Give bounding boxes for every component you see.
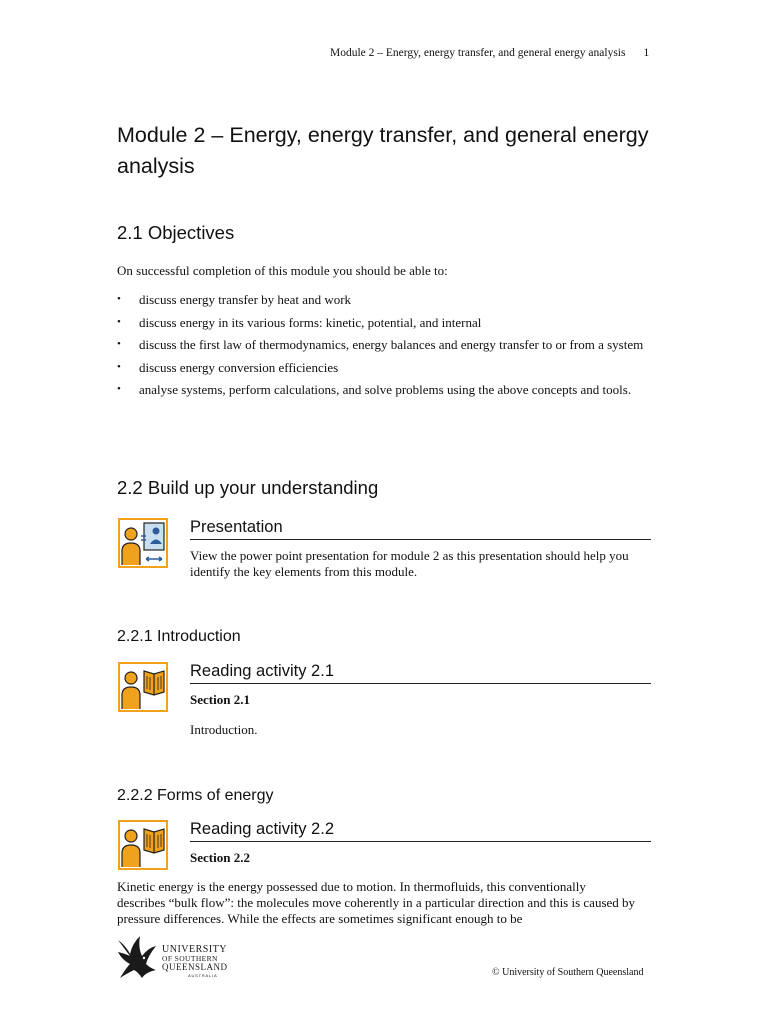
reading-icon xyxy=(118,820,168,870)
logo-line3: QUEENSLAND xyxy=(162,962,228,972)
section-label: Section 2.2 xyxy=(190,850,250,865)
reading-icon xyxy=(118,662,168,712)
logo-line1: UNIVERSITY xyxy=(162,944,227,955)
list-item: • discuss energy conversion efficiencies xyxy=(117,359,339,375)
list-item: • discuss the first law of thermodynamics, energy balances and energy transfer to or from a system xyxy=(117,337,644,352)
running-header xyxy=(330,47,649,59)
page-title: Module 2 – Energy, energy transfer, and general energy analysis xyxy=(117,123,649,178)
university-logo xyxy=(116,934,231,987)
objectives-intro: On successful completion of this module you should be able to: xyxy=(117,263,448,278)
reading-activity-title: Reading activity 2.2 xyxy=(190,820,651,842)
bullet-icon: • xyxy=(117,338,121,350)
build-up-heading: 2.2 Build up your understanding xyxy=(117,477,379,498)
list-item: • analyse systems, perform calculations, and solve problems using the above concepts and tools. xyxy=(117,382,632,397)
copyright-footer: © University of Southern Queensland xyxy=(492,967,644,978)
bullet-icon: • xyxy=(117,293,121,305)
activity-text: Introduction. xyxy=(190,722,258,737)
presentation-title: Presentation xyxy=(190,518,651,540)
section-label: Section 2.1 xyxy=(190,692,250,707)
page-number: 1 xyxy=(643,47,650,59)
bullet-icon: • xyxy=(117,315,121,328)
bullet-icon: • xyxy=(117,360,121,373)
presentation-icon xyxy=(118,518,168,568)
objectives-heading: 2.1 Objectives xyxy=(117,222,235,243)
objectives-list xyxy=(117,292,657,405)
bullet-icon: • xyxy=(117,383,121,395)
logo-line2: OF SOUTHERN xyxy=(162,954,218,963)
forms-of-energy-heading: 2.2.2 Forms of energy xyxy=(117,787,274,804)
reading-activity-title: Reading activity 2.1 xyxy=(190,662,651,684)
list-item: • discuss energy in its various forms: kinetic, potential, and internal xyxy=(117,314,482,330)
presentation-text: View the power point presentation for module 2 as this presentation should help you identify the key elements from this module. xyxy=(190,548,629,579)
kinetic-energy-paragraph: Kinetic energy is the energy possessed due to motion. In thermofluids, this conventionally describes “bulk flow”: the molecules move coherently in a particular direction and this is caused by pressure differences. While the effects are sometimes significant enough to be xyxy=(117,879,636,926)
list-item: • discuss energy transfer by heat and work xyxy=(117,292,352,307)
phoenix-icon xyxy=(118,936,156,978)
logo-line4: AUSTRALIA xyxy=(188,973,218,978)
introduction-heading: 2.2.1 Introduction xyxy=(117,628,241,645)
running-header-title: Module 2 – Energy, energy transfer, and general energy analysis xyxy=(330,47,626,59)
